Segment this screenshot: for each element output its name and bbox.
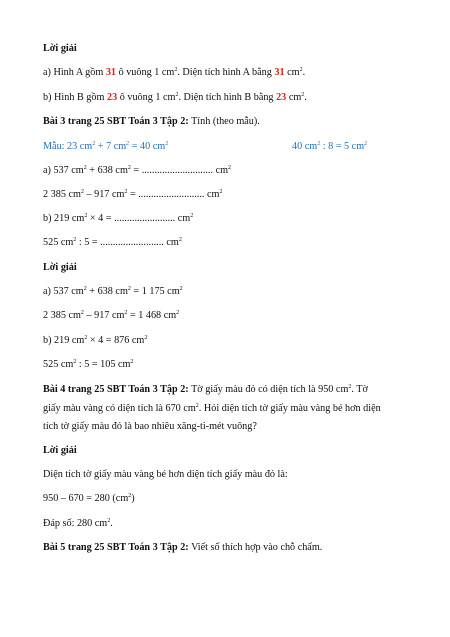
exercise-3-title: Bài 3 trang 25 SBT Toán 3 Tập 2: Tính (theo mẫu). xyxy=(43,116,260,127)
result-1: a) 537 $cm^2 + 638$ $cm^2 = 1$ 175 $cm^2$ xyxy=(43,286,183,297)
result-2: 2 385 $cm^2 - 917$ $cm^2 = 1$ 468 $cm^2$ xyxy=(43,310,180,321)
example-right: 40 $cm^2$ : 8 = 5 $cm^2$ xyxy=(292,141,368,152)
solution-4-line-1: Diện tích tờ giấy màu vàng bé hơn diện tích giấy màu đỏ là: xyxy=(43,469,288,480)
exercise-3-q1: a) 537 $cm^2 + 638$ $cm^2$ = ............................ $cm^2$ xyxy=(43,165,232,176)
solution-heading-1: Lời giải xyxy=(43,43,77,54)
exercise-3-q2: 2 385 $cm^2 - 917$ $cm^2$ = .......................... $cm^2$ xyxy=(43,189,223,200)
exercise-5-title: Bài 5 trang 25 SBT Toán 3 Tập 2: Viết số thích hợp vào chỗ chấm. xyxy=(43,542,323,553)
answer-a-line: a) Hình A gồm 31 ô vuông 1 $cm^2$. Diện tích hình A bằng 31 $cm^2$. xyxy=(43,67,306,78)
solution-4-answer: Đáp số: 280 $cm^2$. xyxy=(43,518,113,529)
result-3: b) 219 $cm^2 \times 4 = 876$ $cm^2$ xyxy=(43,335,148,346)
solution-heading-2: Lời giải xyxy=(43,262,77,273)
exercise-3-q3: b) 219 $cm^2 \times 4$ = ........................ $cm^2$ xyxy=(43,213,194,224)
example-left: Mẫu: 23 $cm^2 + 7$ $cm^2 = 40$ $cm^2$ xyxy=(43,141,169,152)
answer-b-line: b) Hình B gồm 23 ô vuông 1 $cm^2$. Diện tích hình B bằng 23 $cm^2$. xyxy=(43,92,307,103)
exercise-3-q4: 525 $cm^2$ : 5 = ......................... $cm^2$ xyxy=(43,237,182,248)
exercise-4-line-3: tích tờ giấy màu đỏ là bao nhiêu xăng-ti-mét vuông? xyxy=(43,421,257,432)
exercise-4-line-2: giấy màu vàng có diện tích là 670 $cm^2$. Hỏi diện tích tờ giấy màu vàng bé hơn diện xyxy=(43,403,381,414)
solution-4-line-2: 950 – 670 = 280 $(cm^2)$ xyxy=(43,493,135,504)
result-4: 525 $cm^2$ : 5 = 105 $cm^2$ xyxy=(43,359,134,370)
solution-heading-3: Lời giải xyxy=(43,445,77,456)
exercise-4-line-1: Bài 4 trang 25 SBT Toán 3 Tập 2: Tờ giấy màu đỏ có diện tích là 950 $cm^2$. Tờ xyxy=(43,384,368,395)
